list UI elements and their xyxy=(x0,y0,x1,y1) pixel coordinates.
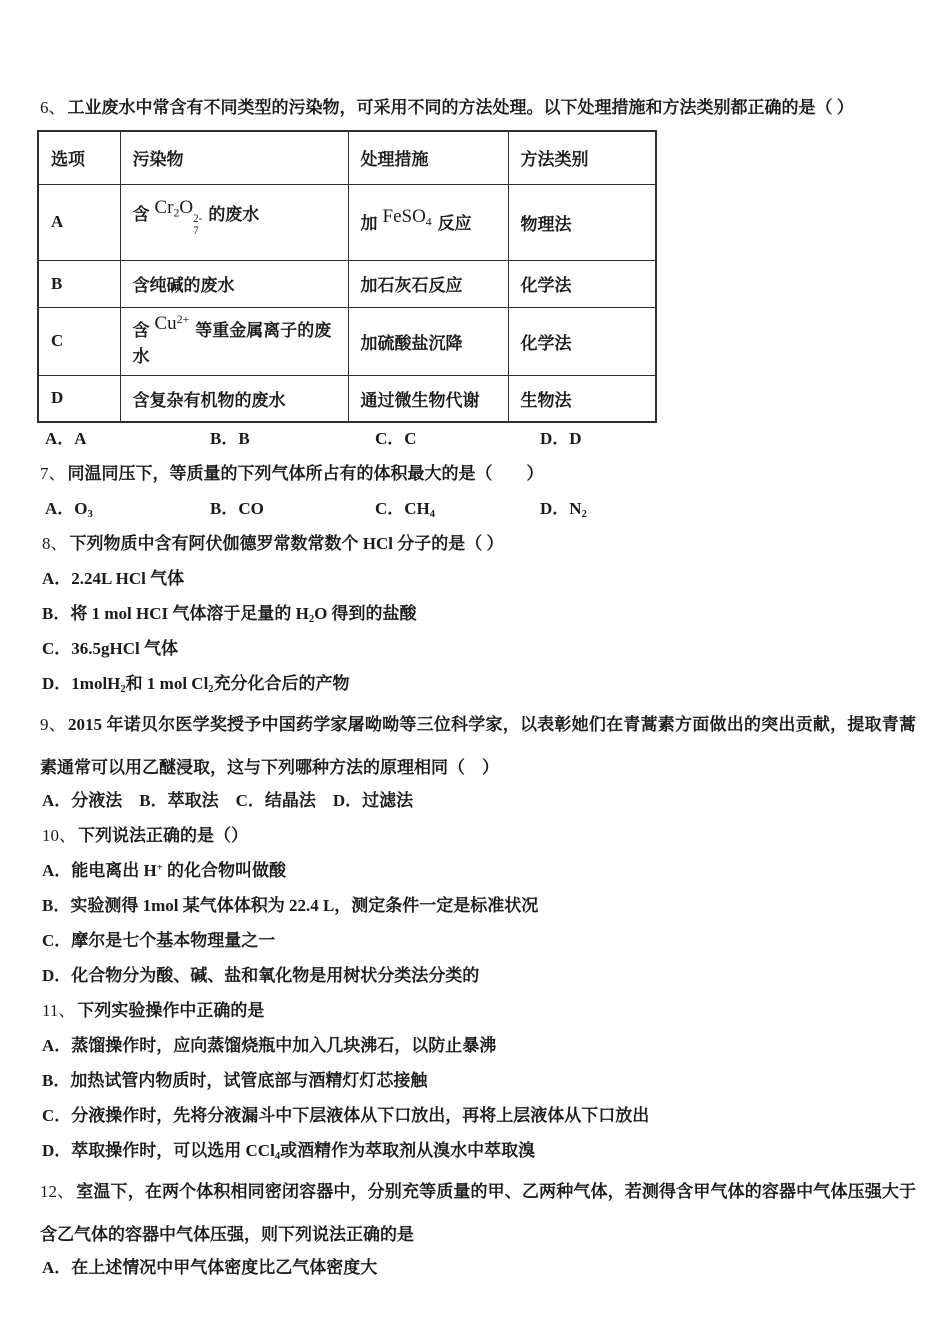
question-12 xyxy=(40,1170,916,1277)
question-6-number: 6、 xyxy=(40,98,66,117)
question-8-title xyxy=(42,534,916,553)
q11-option-d: D．萃取操作时，可以选用 CCl$_4$或酒精作为萃取剂从溴水中萃取溴 xyxy=(42,1141,536,1163)
q7-option-c: C．$CH_4$ xyxy=(375,499,436,521)
question-8-text: 下列物质中含有阿伏伽德罗常数常数个 HCl 分子的是（ ） xyxy=(69,534,504,553)
row-a-pollutant: 含 $Cr_2O$ 2- 7 的废水 xyxy=(120,184,348,260)
row-a-option: A xyxy=(38,184,120,260)
q8-option-a: A．2.24L HCl 气体 xyxy=(42,569,185,588)
row-d-category: 生物法 xyxy=(508,375,656,422)
header-pollutant: 污染物 xyxy=(120,131,348,184)
feso4-formula: FeSO$_4$ xyxy=(382,206,432,229)
q12-option-a: A．在上述情况中甲气体密度比乙气体密度大 xyxy=(42,1258,378,1277)
header-option: 选项 xyxy=(38,131,120,184)
question-10-title xyxy=(42,826,916,845)
question-7-title xyxy=(40,464,916,483)
copper-ion-formula: $Cu^{2+}$ xyxy=(154,312,190,334)
question-11-number: 11、 xyxy=(42,1001,76,1020)
question-6 xyxy=(40,98,916,448)
question-6-text: 工业废水中常含有不同类型的污染物，可采用不同的方法处理。以下处理措施和方法类别都正确的是（ ） xyxy=(67,98,854,117)
row-b-treatment: 加石灰石反应 xyxy=(348,260,508,307)
q8-option-b: B．将 1 mol HCI 气体溶于足量的 $H_2O$ 得到的盐酸 xyxy=(42,604,417,626)
dichromate-formula: $Cr_2O$ 2- 7 xyxy=(154,196,203,237)
question-12-number: 12、 xyxy=(40,1182,75,1201)
question-11-title xyxy=(42,1001,916,1020)
q10-option-b: B．实验测得 1mol 某气体体积为 22.4 L，测定条件一定是标准状况 xyxy=(42,896,539,915)
question-8-number: 8、 xyxy=(42,534,68,553)
q6-answer-a: A．A xyxy=(45,429,87,448)
q10-option-d: D．化合物分为酸、碱、盐和氧化物是用树状分类法分类的 xyxy=(42,966,480,985)
wastewater-table xyxy=(37,130,657,423)
question-12-title xyxy=(40,1170,916,1256)
row-b-option: B xyxy=(38,260,120,307)
question-12-text: 室温下，在两个体积相同密闭容器中，分别充等质量的甲、乙两种气体，若测得含甲气体的容器中气体压强大于含乙气体的容器中气体压强，则下列说法正确的是 xyxy=(40,1182,916,1244)
question-7-text: 同温同压下，等质量的下列气体所占有的体积最大的是（ ） xyxy=(67,464,544,483)
row-a-treatment: 加 FeSO$_4$ 反应 xyxy=(348,184,508,260)
row-b-pollutant: 含纯碱的废水 xyxy=(120,260,348,307)
row-b-category: 化学法 xyxy=(508,260,656,307)
table-row-c xyxy=(38,307,656,375)
row-c-option: C xyxy=(38,307,120,375)
question-10 xyxy=(40,826,916,985)
q7-option-a: A．$O_3$ xyxy=(45,499,93,521)
q7-option-b: B．CO xyxy=(210,499,264,518)
question-9-title xyxy=(40,703,916,789)
row-c-treatment: 加硫酸盐沉降 xyxy=(348,307,508,375)
q6-answer-c: C．C xyxy=(375,429,417,448)
q8-option-d: D．1molH$_2$和 1 mol $Cl_2$充分化合后的产物 xyxy=(42,674,350,696)
question-8 xyxy=(40,534,916,696)
q10-option-a: A．能电离出 H+ 的化合物叫做酸 xyxy=(42,861,287,880)
question-10-number: 10、 xyxy=(42,826,76,845)
table-row-d xyxy=(38,375,656,422)
table-header-row xyxy=(38,131,656,184)
header-category: 方法类别 xyxy=(508,131,656,184)
header-treatment: 处理措施 xyxy=(348,131,508,184)
question-10-text: 下列说法正确的是（） xyxy=(78,826,248,845)
row-d-treatment: 通过微生物代谢 xyxy=(348,375,508,422)
q11-option-a: A．蒸馏操作时，应向蒸馏烧瓶中加入几块沸石，以防止暴沸 xyxy=(42,1036,497,1055)
row-d-option: D xyxy=(38,375,120,422)
q7-option-d: D．$N_2$ xyxy=(540,499,587,521)
q11-option-c: C．分液操作时，先将分液漏斗中下层液体从下口放出，再将上层液体从下口放出 xyxy=(42,1106,650,1125)
question-7-options xyxy=(45,499,916,521)
q11-option-b: B．加热试管内物质时，试管底部与酒精灯灯芯接触 xyxy=(42,1071,428,1090)
question-7-number: 7、 xyxy=(40,464,66,483)
row-c-category: 化学法 xyxy=(508,307,656,375)
question-9-text: 2015 年诺贝尔医学奖授予中国药学家屠呦呦等三位科学家，以表彰她们在青蒿素方面做出的突出贡献，提取青蒿素通常可以用乙醚浸取，这与下列哪种方法的原理相同（ ） xyxy=(40,715,917,777)
row-c-pollutant: 含 $Cu^{2+}$等重金属离子的废水 xyxy=(120,307,348,375)
table-row-b xyxy=(38,260,656,307)
question-7 xyxy=(40,464,916,521)
question-9 xyxy=(40,703,916,810)
q6-answer-b: B．B xyxy=(210,429,250,448)
question-9-number: 9、 xyxy=(40,715,66,734)
question-11 xyxy=(40,1001,916,1163)
q10-option-c: C．摩尔是七个基本物理量之一 xyxy=(42,931,276,950)
question-9-options: A．分液法 B．萃取法 C．结晶法 D．过滤法 xyxy=(42,791,414,810)
row-a-category: 物理法 xyxy=(508,184,656,260)
question-6-title xyxy=(40,98,916,118)
q6-answer-d: D．D xyxy=(540,429,582,448)
question-11-text: 下列实验操作中正确的是 xyxy=(77,1001,265,1020)
q8-option-c: C．36.5gHCl 气体 xyxy=(42,639,178,658)
row-d-pollutant: 含复杂有机物的废水 xyxy=(120,375,348,422)
question-6-answers xyxy=(45,429,916,448)
table-row-a xyxy=(38,184,656,260)
